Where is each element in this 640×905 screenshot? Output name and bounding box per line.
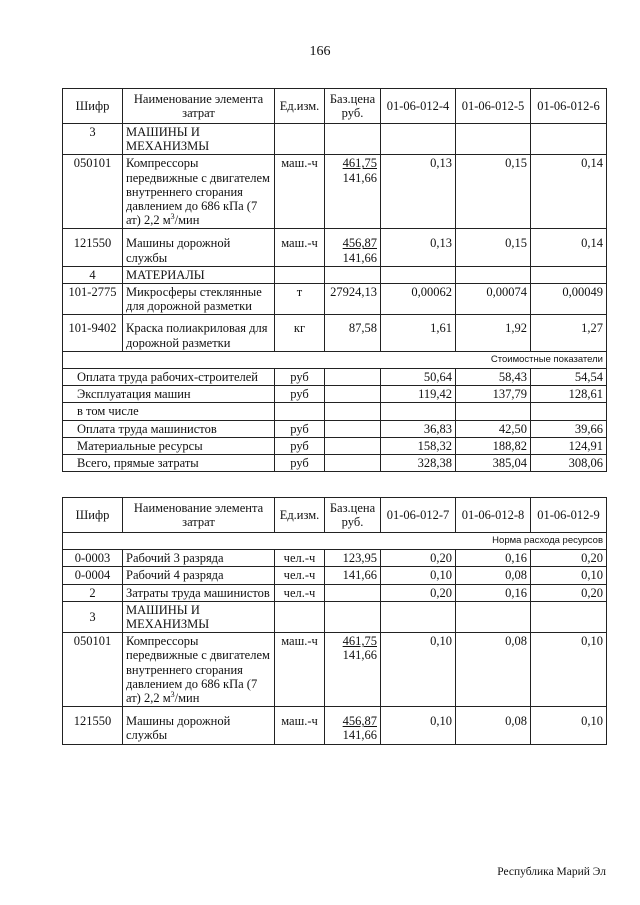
table-row [63, 550, 607, 567]
row-code: 0-0003 [63, 550, 123, 567]
table-row [63, 155, 607, 229]
row-code: 121550 [63, 229, 123, 266]
header-price: Баз.цена руб. [325, 89, 381, 124]
summary-value: 328,38 [381, 455, 456, 472]
row-code: 0-0004 [63, 567, 123, 584]
summary-value: 39,66 [531, 420, 607, 437]
row-value: 0,20 [381, 584, 456, 601]
row-value: 1,61 [381, 315, 456, 351]
summary-value: 58,43 [456, 369, 531, 386]
section-number: 3 [63, 601, 123, 632]
summary-unit: руб [275, 455, 325, 472]
section-row [63, 124, 607, 155]
row-unit: чел.-ч [275, 567, 325, 584]
row-value: 0,10 [531, 567, 607, 584]
row-unit: кг [275, 315, 325, 351]
row-unit: маш.-ч [275, 229, 325, 266]
row-price: 87,58 [325, 315, 381, 351]
header-code: Шифр [63, 89, 123, 124]
row-value: 0,10 [531, 707, 607, 744]
row-value: 0,15 [456, 229, 531, 266]
section-number: 4 [63, 266, 123, 283]
section-number: 3 [63, 124, 123, 155]
header-col: 01-06-012-9 [531, 498, 607, 533]
band-row [63, 351, 607, 368]
band-label: Стоимостные показатели [63, 351, 607, 368]
header-col: 01-06-012-4 [381, 89, 456, 124]
section-title: Затраты труда машинистов [123, 584, 275, 601]
summary-name: Материальные ресурсы [63, 437, 275, 454]
row-value: 0,15 [456, 155, 531, 229]
row-price: 123,95 [325, 550, 381, 567]
row-value: 0,10 [381, 633, 456, 707]
summary-unit: руб [275, 369, 325, 386]
summary-row [63, 369, 607, 386]
row-price: 461,75 141,66 [325, 633, 381, 707]
resource-table-1 [62, 88, 607, 472]
band-label: Норма расхода ресурсов [63, 533, 607, 550]
table-header [63, 89, 607, 124]
header-unit: Ед.изм. [275, 89, 325, 124]
resource-table-2 [62, 497, 607, 745]
row-price: 461,75 141,66 [325, 155, 381, 229]
summary-name: Эксплуатация машин [63, 386, 275, 403]
summary-value: 158,32 [381, 437, 456, 454]
summary-row [63, 420, 607, 437]
table-row [63, 315, 607, 351]
row-value: 0,00062 [381, 284, 456, 315]
summary-value: 385,04 [456, 455, 531, 472]
row-price: 27924,13 [325, 284, 381, 315]
section-row [63, 584, 607, 601]
row-unit: т [275, 284, 325, 315]
section-number: 2 [63, 584, 123, 601]
row-value: 0,10 [381, 707, 456, 744]
row-value: 0,13 [381, 229, 456, 266]
page-number: 166 [309, 44, 331, 59]
header-name: Наименование элемента затрат [123, 89, 275, 124]
table-row [63, 707, 607, 744]
table-row [63, 229, 607, 266]
summary-value: 36,83 [381, 420, 456, 437]
header-col: 01-06-012-6 [531, 89, 607, 124]
row-name: Машины дорожной службы [123, 707, 275, 744]
row-value: 1,27 [531, 315, 607, 351]
row-unit: маш.-ч [275, 633, 325, 707]
row-value: 0,00049 [531, 284, 607, 315]
row-value: 1,92 [456, 315, 531, 351]
row-code: 101-2775 [63, 284, 123, 315]
header-col: 01-06-012-8 [456, 498, 531, 533]
summary-value: 42,50 [456, 420, 531, 437]
row-value: 0,20 [531, 584, 607, 601]
summary-unit: руб [275, 386, 325, 403]
summary-value: 137,79 [456, 386, 531, 403]
row-name: Краска полиакриловая для дорожной разметки [123, 315, 275, 351]
section-row [63, 266, 607, 283]
summary-value: 50,64 [381, 369, 456, 386]
header-name: Наименование элемента затрат [123, 498, 275, 533]
summary-name: Оплата труда рабочих-строителей [63, 369, 275, 386]
row-value: 0,13 [381, 155, 456, 229]
band-row [63, 533, 607, 550]
row-name: Микросферы стеклянные для дорожной разметки [123, 284, 275, 315]
section-title: МАШИНЫ И МЕХАНИЗМЫ [123, 601, 275, 632]
row-name: Рабочий 4 разряда [123, 567, 275, 584]
summary-value: 54,54 [531, 369, 607, 386]
row-value: 0,16 [456, 584, 531, 601]
row-unit: маш.-ч [275, 155, 325, 229]
section-title: МАШИНЫ И МЕХАНИЗМЫ [123, 124, 275, 155]
row-name: Рабочий 3 разряда [123, 550, 275, 567]
row-value: 0,08 [456, 567, 531, 584]
summary-row [63, 386, 607, 403]
row-unit: чел.-ч [275, 550, 325, 567]
row-name: Компрессоры передвижные с двигателем внутреннего сгорания давлением до 686 кПа (7 ат) 2,2 $м^3$/мин [123, 155, 275, 229]
summary-row [63, 455, 607, 472]
row-value: 0,10 [381, 567, 456, 584]
header-unit: Ед.изм. [275, 498, 325, 533]
row-name: Компрессоры передвижные с двигателем внутреннего сгорания давлением до 686 кПа (7 ат) 2,2 $м^3$/мин [123, 633, 275, 707]
summary-value: 188,82 [456, 437, 531, 454]
summary-unit: руб [275, 420, 325, 437]
row-value: 0,14 [531, 155, 607, 229]
table-header [63, 498, 607, 533]
summary-unit: руб [275, 437, 325, 454]
row-code: 050101 [63, 155, 123, 229]
table-row [63, 633, 607, 707]
row-code: 050101 [63, 633, 123, 707]
row-value: 0,10 [531, 633, 607, 707]
summary-name: Оплата труда машинистов [63, 420, 275, 437]
row-value: 0,14 [531, 229, 607, 266]
page-footer: Республика Марий Эл [497, 866, 606, 878]
table-row [63, 567, 607, 584]
row-price: 141,66 [325, 567, 381, 584]
row-value: 0,00074 [456, 284, 531, 315]
summary-value: 124,91 [531, 437, 607, 454]
row-value: 0,20 [531, 550, 607, 567]
summary-value: 119,42 [381, 386, 456, 403]
summary-row [63, 403, 607, 420]
row-name: Машины дорожной службы [123, 229, 275, 266]
summary-name: Всего, прямые затраты [63, 455, 275, 472]
row-value: 0,08 [456, 633, 531, 707]
header-price: Баз.цена руб. [325, 498, 381, 533]
row-unit: чел.-ч [275, 584, 325, 601]
row-code: 101-9402 [63, 315, 123, 351]
summary-row [63, 437, 607, 454]
summary-value: 308,06 [531, 455, 607, 472]
row-value: 0,16 [456, 550, 531, 567]
summary-value: 128,61 [531, 386, 607, 403]
row-price: 456,87 141,66 [325, 229, 381, 266]
row-value: 0,08 [456, 707, 531, 744]
header-col: 01-06-012-5 [456, 89, 531, 124]
summary-name: в том числе [63, 403, 275, 420]
row-price: 456,87 141,66 [325, 707, 381, 744]
row-value: 0,20 [381, 550, 456, 567]
section-row [63, 601, 607, 632]
row-code: 121550 [63, 707, 123, 744]
table-row [63, 284, 607, 315]
header-code: Шифр [63, 498, 123, 533]
row-unit: маш.-ч [275, 707, 325, 744]
section-title: МАТЕРИАЛЫ [123, 266, 275, 283]
header-col: 01-06-012-7 [381, 498, 456, 533]
